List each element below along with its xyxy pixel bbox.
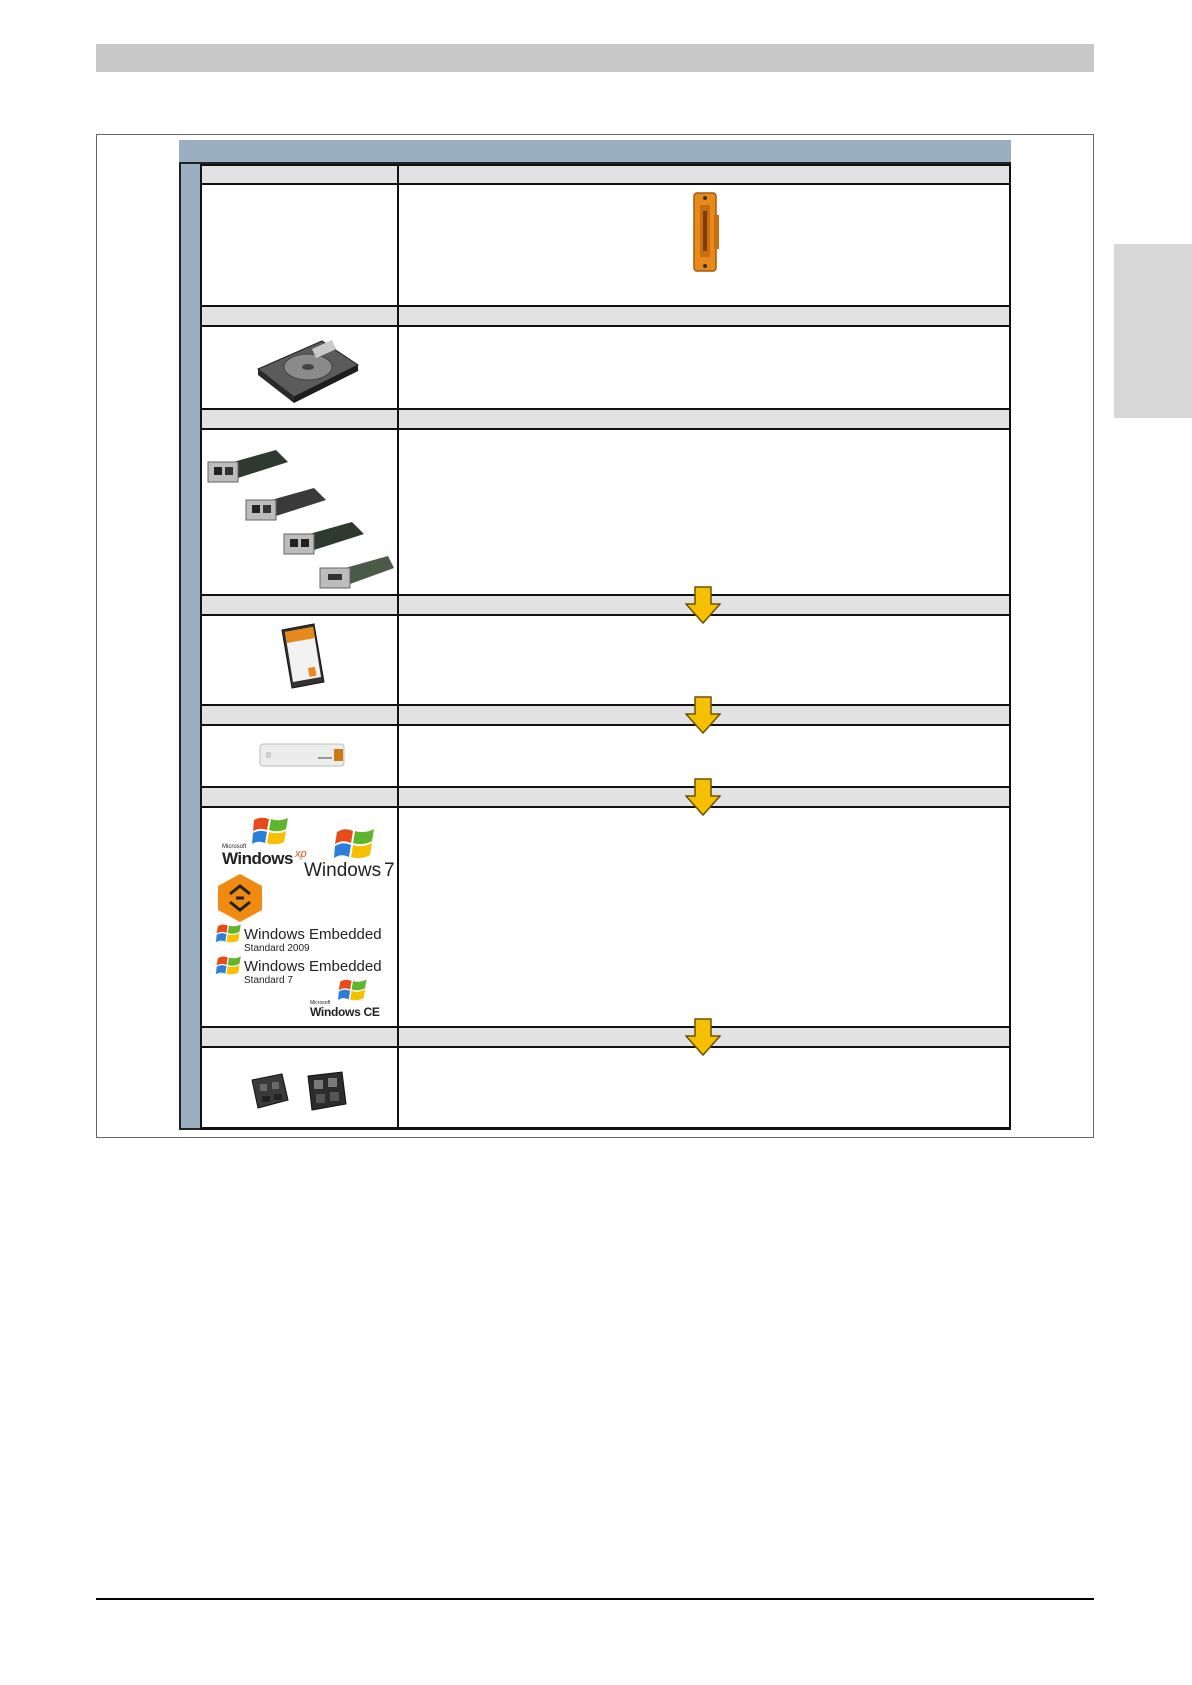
hard-disk-icon bbox=[252, 335, 362, 405]
row-body-hdd bbox=[200, 327, 1011, 409]
windows-embedded-7-flag-icon bbox=[216, 953, 242, 977]
configuration-band-top bbox=[179, 140, 1011, 164]
windows-xp-flag-icon bbox=[252, 814, 290, 848]
usb-stick-icon bbox=[258, 740, 346, 770]
down-arrow-icon bbox=[685, 586, 721, 624]
row-body-interface bbox=[200, 430, 1011, 594]
windows-embedded-2009-name: Windows Embedded bbox=[244, 926, 382, 943]
row-header-connectors bbox=[200, 1026, 1011, 1048]
row-body-compactflash bbox=[200, 616, 1011, 704]
row-header-compactflash bbox=[200, 594, 1011, 616]
down-arrow-icon bbox=[685, 1018, 721, 1056]
windows-7-suffix: 7 bbox=[384, 860, 395, 881]
footer-rule bbox=[96, 1598, 1094, 1600]
windows-xp-name: Windows bbox=[222, 849, 293, 868]
row-body-connectors bbox=[200, 1048, 1011, 1128]
power-connectors-icon bbox=[248, 1070, 352, 1114]
page-header-bar bbox=[96, 44, 1094, 72]
row-body-slot bbox=[200, 185, 1011, 307]
windows-xp-suffix: xp bbox=[295, 848, 307, 860]
windows-ce-flag-icon bbox=[338, 976, 368, 1003]
row-body-usb bbox=[200, 726, 1011, 786]
compactflash-card-icon bbox=[278, 622, 328, 692]
windows-ce-microsoft-label: Microsoft bbox=[310, 1000, 331, 1006]
windows-7-flag-icon bbox=[334, 824, 376, 862]
down-arrow-icon bbox=[685, 696, 721, 734]
windows-embedded-2009-sub: Standard 2009 bbox=[244, 943, 310, 954]
table-bottom-rule bbox=[200, 1127, 1011, 1130]
row-header-hdd bbox=[200, 305, 1011, 327]
interface-boards-icon bbox=[206, 448, 396, 592]
row-header-usb bbox=[200, 704, 1011, 726]
windows-7-name: Windows bbox=[304, 860, 382, 881]
slot-module-icon bbox=[690, 191, 722, 273]
row-body-os bbox=[200, 808, 1011, 1026]
automation-runtime-icon bbox=[214, 872, 266, 924]
row-header-os bbox=[200, 786, 1011, 808]
chapter-side-tab bbox=[1114, 244, 1192, 418]
windows-embedded-7-sub: Standard 7 bbox=[244, 975, 293, 986]
windows-embedded-7-name: Windows Embedded bbox=[244, 958, 382, 975]
down-arrow-icon bbox=[685, 778, 721, 816]
row-header-interface bbox=[200, 408, 1011, 430]
windows-xp-microsoft-label: Microsoft bbox=[222, 844, 247, 850]
windows-ce-name: Windows CE bbox=[310, 1005, 380, 1019]
windows-embedded-2009-flag-icon bbox=[216, 921, 242, 945]
row-header-slot bbox=[200, 164, 1011, 185]
